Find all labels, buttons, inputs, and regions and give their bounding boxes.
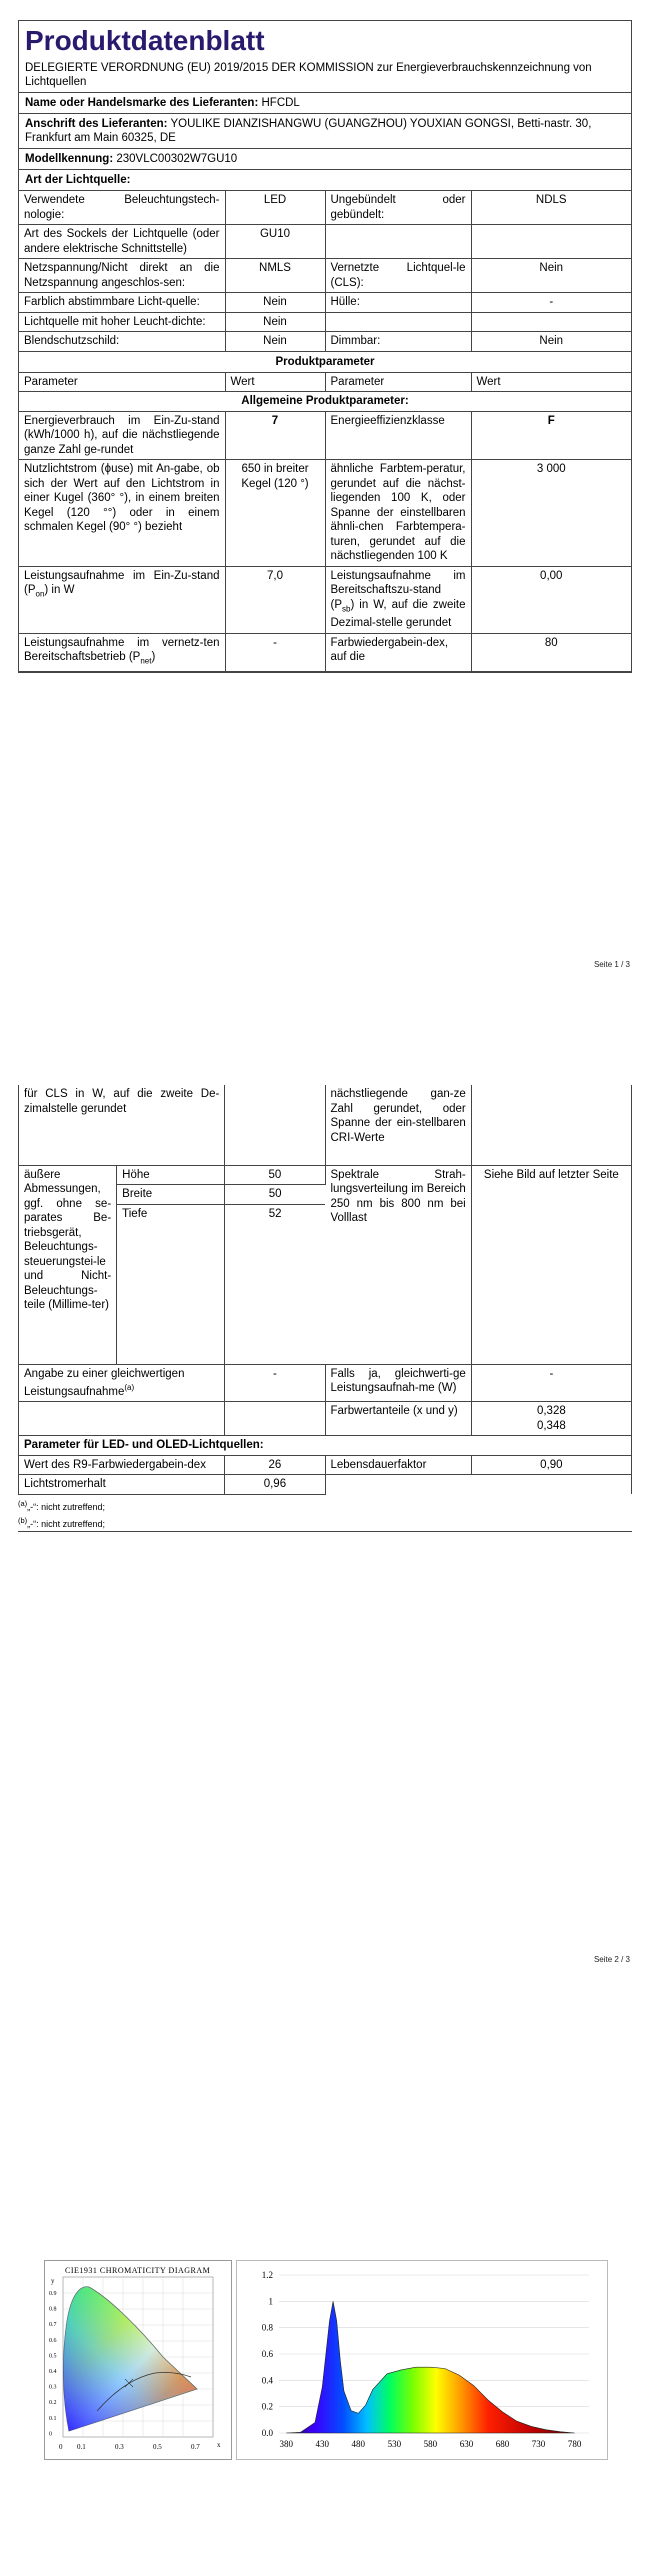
standby-power-value: 0,00 <box>471 566 631 633</box>
cls-standby-continued-label: für CLS in W, auf die zweite De-zimalstelle gerundet <box>19 1085 225 1165</box>
cls-label: Vernetzte Lichtquel-le (CLS): <box>325 259 471 293</box>
cap-type-label: Art des Sockels der Lichtquelle (oder andere elektrische Schnittstelle) <box>19 225 225 259</box>
datasheet-frame-page-1 <box>18 20 632 673</box>
colour-tunable-label: Farblich abstimmbare Licht-quelle: <box>19 293 225 313</box>
supplier-row <box>19 93 631 114</box>
cie-x-tick-label: 0.5 <box>153 2443 162 2451</box>
r9-label: Wert des R9-Farbwiedergabein-dex <box>19 1455 225 1475</box>
table-row <box>19 225 631 259</box>
footnote-b: $^{(b)}$„-“: nicht zutreffend; <box>18 1515 106 1529</box>
cri-label: Farbwiedergabein-dex, auf die <box>325 633 471 671</box>
cie-y-tick-label: 0 <box>49 2431 52 2438</box>
survival-factor-label: Lebensdauerfaktor <box>325 1455 471 1475</box>
page-1-footer: Seite 1 / 3 <box>593 960 630 969</box>
spectrum-x-tick-label: 580 <box>423 2439 438 2449</box>
supplier-value: HFCDL <box>261 97 300 109</box>
address-value: YOULIKE DIANZISHANGWU (GUANGZHOU) YOUXIAN GONGSI, Betti-nastr. 30, Frankfurt am Main 60325, DE <box>25 118 592 144</box>
parameters-table-continued <box>18 1085 632 1495</box>
table-row <box>19 293 631 313</box>
cct-label: ähnliche Farbtem-peratur, gerundet auf die nächst-liegenden 100 K, oder Spanne der einstellbaren ähnli-chen Farbtempera-turen, gerundet auf die nächstliegenden 100 K <box>325 460 471 567</box>
cie-title: CIE1931 CHROMATICITY DIAGRAM <box>65 2266 211 2275</box>
mains-label: Netzspannung/Nicht direkt an die Netzspannung angeschlos-sen: <box>19 259 225 293</box>
envelope-value: - <box>471 293 631 313</box>
spectrum-x-tick-label: 680 <box>495 2439 510 2449</box>
spectral-distribution-chart <box>236 2260 608 2460</box>
spectrum-x-tick-label: 380 <box>279 2439 293 2449</box>
product-parameters-heading: Produktparameter <box>19 352 631 373</box>
document-title: Produktdatenblatt <box>25 25 265 56</box>
cie-y-ticks <box>49 2291 57 2437</box>
spectrum-curve <box>286 2301 574 2433</box>
network-standby-value: - <box>225 633 325 671</box>
spectrum-x-tick-label: 480 <box>351 2439 366 2449</box>
energy-class-value: F <box>471 411 631 460</box>
technology-value: LED <box>225 191 325 225</box>
spectrum-y-tick-label: 1.2 <box>261 2270 273 2280</box>
cie-x-axis-label: x <box>217 2441 221 2449</box>
model-value: 230VLC00302W7GU10 <box>116 153 238 165</box>
model-row <box>19 149 631 170</box>
spectrum-x-tick-label: 530 <box>387 2439 402 2449</box>
cie-y-tick-label: 0.5 <box>49 2353 57 2360</box>
survival-factor-value: 0,90 <box>471 1455 631 1475</box>
table-row <box>19 1402 632 1436</box>
on-mode-power-label: Leistungsaufnahme im Ein-Zu-stand $(P_{on})$ in W <box>19 566 225 633</box>
cie-y-tick-label: 0.3 <box>49 2384 57 2391</box>
spectrum-y-tick-label: 0.8 <box>261 2322 273 2333</box>
high-luminance-label: Lichtquelle mit hoher Leucht-dichte: <box>19 312 225 332</box>
directional-value: NDLS <box>471 191 631 225</box>
useful-flux-label: Nutzlichtstrom (ϕuse) mit An-gabe, ob sich der Wert auf den Lichtstrom in einer Kugel (360° °), in einem breiten Kegel (120 °°) oder in einem schmalen Kegel (90° °) bezieht <box>19 460 225 567</box>
table-row <box>19 1364 632 1402</box>
r9-value: 26 <box>225 1455 325 1475</box>
lumen-maintenance-value: 0,96 <box>225 1475 325 1495</box>
cie-y-tick-label: 0.7 <box>49 2322 57 2329</box>
spectrum-svg <box>237 2261 607 2459</box>
energy-class-label: Energieeffizienzklasse <box>325 411 471 460</box>
dimmable-value: Nein <box>471 332 631 352</box>
width-label: Breite <box>117 1185 225 1205</box>
on-mode-power-value: 7,0 <box>225 566 325 633</box>
lightsource-type-heading: Art der Lichtquelle: <box>19 170 631 191</box>
energy-consumption-label: Energieverbrauch im Ein-Zu-stand (kWh/1000 h), auf die nächstliegende ganze Zahl ge-rundet <box>19 411 225 460</box>
table-row <box>19 460 631 567</box>
supplier-label: Name oder Handelsmarke des Lieferanten: <box>25 97 259 109</box>
spectrum-y-tick-label: 1 <box>268 2296 273 2307</box>
spectrum-x-ticks <box>279 2439 581 2449</box>
cie-chromaticity-diagram <box>44 2260 232 2460</box>
colour-tunable-value: Nein <box>225 293 325 313</box>
table-header-row <box>19 373 631 392</box>
page-2 <box>0 1085 652 1985</box>
cie-x-tick-label: 0 <box>59 2443 63 2451</box>
equivalent-power-w-label: Falls ja, gleichwerti-ge Leistungsaufnah-me (W) <box>325 1364 471 1402</box>
network-standby-label: Leistungsaufnahme im vernetz-ten Bereitschaftsbetrieb $(P_{net})$ <box>19 633 225 671</box>
spectral-distribution-value: Siehe Bild auf letzter Seite <box>471 1165 631 1364</box>
cie-y-tick-label: 0.2 <box>49 2400 57 2407</box>
cri-value: 80 <box>471 633 631 671</box>
useful-flux-value: 650 in breiter Kegel (120 °) <box>225 460 325 567</box>
high-luminance-value: Nein <box>225 312 325 332</box>
dimensions-label: äußere Abmessungen, ggf. ohne se-parates Be-triebsgerät, Beleuchtungs-steuerungstei-le und Nicht-Beleuchtungs-teile (Millime-ter) <box>19 1165 117 1364</box>
chromaticity-x-value: 0,328 <box>536 1405 566 1418</box>
column-header-parameter: Parameter <box>19 373 225 392</box>
table-row <box>19 411 631 460</box>
table-row <box>19 312 631 332</box>
table-row <box>19 332 631 352</box>
spectrum-x-tick-label: 780 <box>567 2439 582 2449</box>
mains-value: NMLS <box>225 259 325 293</box>
chromaticity-values <box>471 1402 631 1436</box>
table-row <box>19 1455 632 1475</box>
width-value: 50 <box>225 1185 325 1205</box>
cie-y-tick-label: 0.8 <box>49 2306 57 2313</box>
chromaticity-y-value: 0,348 <box>536 1419 566 1432</box>
cap-type-value: GU10 <box>225 225 325 259</box>
cie-x-tick-label: 0.7 <box>191 2443 200 2451</box>
address-label: Anschrift des Lieferanten: <box>25 118 168 130</box>
technology-label: Verwendete Beleuchtungstech-nologie: <box>19 191 225 225</box>
depth-label: Tiefe <box>117 1204 225 1364</box>
spectrum-y-tick-label: 0.4 <box>261 2375 273 2386</box>
depth-value: 52 <box>225 1204 325 1364</box>
equivalent-power-w-value: - <box>471 1364 631 1402</box>
regulation-text: DELEGIERTE VERORDNUNG (EU) 2019/2015 DER KOMMISSION zur Energieverbrauchskennzeichnung von Lichtquellen <box>19 59 631 93</box>
footnote-a: $^{(a)}$„-“: nicht zutreffend; <box>18 1498 106 1512</box>
chromaticity-label: Farbwertanteile (x und y) <box>325 1402 471 1436</box>
spectral-locus-shading <box>63 2287 197 2431</box>
spectrum-x-tick-label: 730 <box>531 2439 546 2449</box>
height-value: 50 <box>225 1165 325 1185</box>
spectrum-x-tick-label: 630 <box>459 2439 474 2449</box>
page-1 <box>0 0 652 1000</box>
spectrum-y-tick-label: 0.2 <box>261 2401 273 2412</box>
cie-y-tick-label: 0.9 <box>49 2291 57 2297</box>
table-row <box>19 633 631 671</box>
column-header-value: Wert <box>225 373 325 392</box>
anti-glare-label: Blendschutzschild: <box>19 332 225 352</box>
cie-svg <box>45 2261 231 2459</box>
table-row <box>19 1475 632 1495</box>
table-row <box>19 259 631 293</box>
cri-continued-label: nächstliegende gan-ze Zahl gerundet, oder Spanne der ein-stellbaren CRI-Werte <box>325 1085 471 1165</box>
cie-y-tick-label: 0.6 <box>49 2337 57 2344</box>
equivalent-power-label: Angabe zu einer gleichwertigen Leistungsaufnahme$^{(a)}$ <box>19 1364 225 1402</box>
equivalent-power-value: - <box>225 1364 325 1402</box>
spectrum-y-tick-label: 0.6 <box>261 2349 273 2359</box>
spectrum-x-tick-label: 430 <box>315 2439 330 2449</box>
cls-value: Nein <box>471 259 631 293</box>
page-2-footer: Seite 2 / 3 <box>593 1955 630 1964</box>
cie-y-tick-label: 0.1 <box>49 2415 57 2422</box>
anti-glare-value: Nein <box>225 332 325 352</box>
spectrum-y-tick-label: 0.0 <box>261 2428 273 2438</box>
datasheet-frame-page-2 <box>18 1085 632 1532</box>
dimmable-label: Dimmbar: <box>325 332 471 352</box>
model-label: Modellkennung: <box>25 153 114 165</box>
lumen-maintenance-label: Lichtstromerhalt <box>19 1475 225 1495</box>
spectral-distribution-label: Spektrale Strah-lungsverteilung im Bereich 250 nm bis 800 nm bei Volllast <box>325 1165 471 1364</box>
parameters-table <box>19 373 631 673</box>
page-3 <box>0 2260 652 2560</box>
cie-y-tick-label: 0.4 <box>49 2369 57 2375</box>
table-row <box>19 1085 632 1165</box>
column-header-value: Wert <box>471 373 631 392</box>
lightsource-table <box>19 191 631 352</box>
table-row <box>19 392 631 412</box>
general-parameters-heading: Allgemeine Produktparameter: <box>19 392 631 412</box>
spectrum-y-ticks <box>262 2270 274 2438</box>
column-header-parameter: Parameter <box>325 373 471 392</box>
height-label: Höhe <box>117 1165 225 1185</box>
cct-value: 3 000 <box>471 460 631 567</box>
cie-x-tick-label: 0.3 <box>115 2443 124 2451</box>
directional-label: Ungebündelt oder gebündelt: <box>325 191 471 225</box>
led-parameters-heading: Parameter für LED- und OLED-Lichtquellen: <box>19 1436 632 1456</box>
energy-consumption-value: 7 <box>225 411 325 460</box>
envelope-label: Hülle: <box>325 293 471 313</box>
cie-y-axis-label: y <box>51 2277 55 2285</box>
cie-x-ticks <box>59 2443 200 2451</box>
table-row <box>19 191 631 225</box>
table-row <box>19 566 631 633</box>
cie-x-tick-label: 0.1 <box>77 2443 86 2451</box>
table-row <box>19 1436 632 1456</box>
address-row <box>19 114 631 149</box>
table-row <box>19 1165 632 1185</box>
standby-power-label: Leistungsaufnahme im Bereitschaftszu-stand $(P_{sb})$ in W, auf die zweite Dezimal-stelle gerundet <box>325 566 471 633</box>
